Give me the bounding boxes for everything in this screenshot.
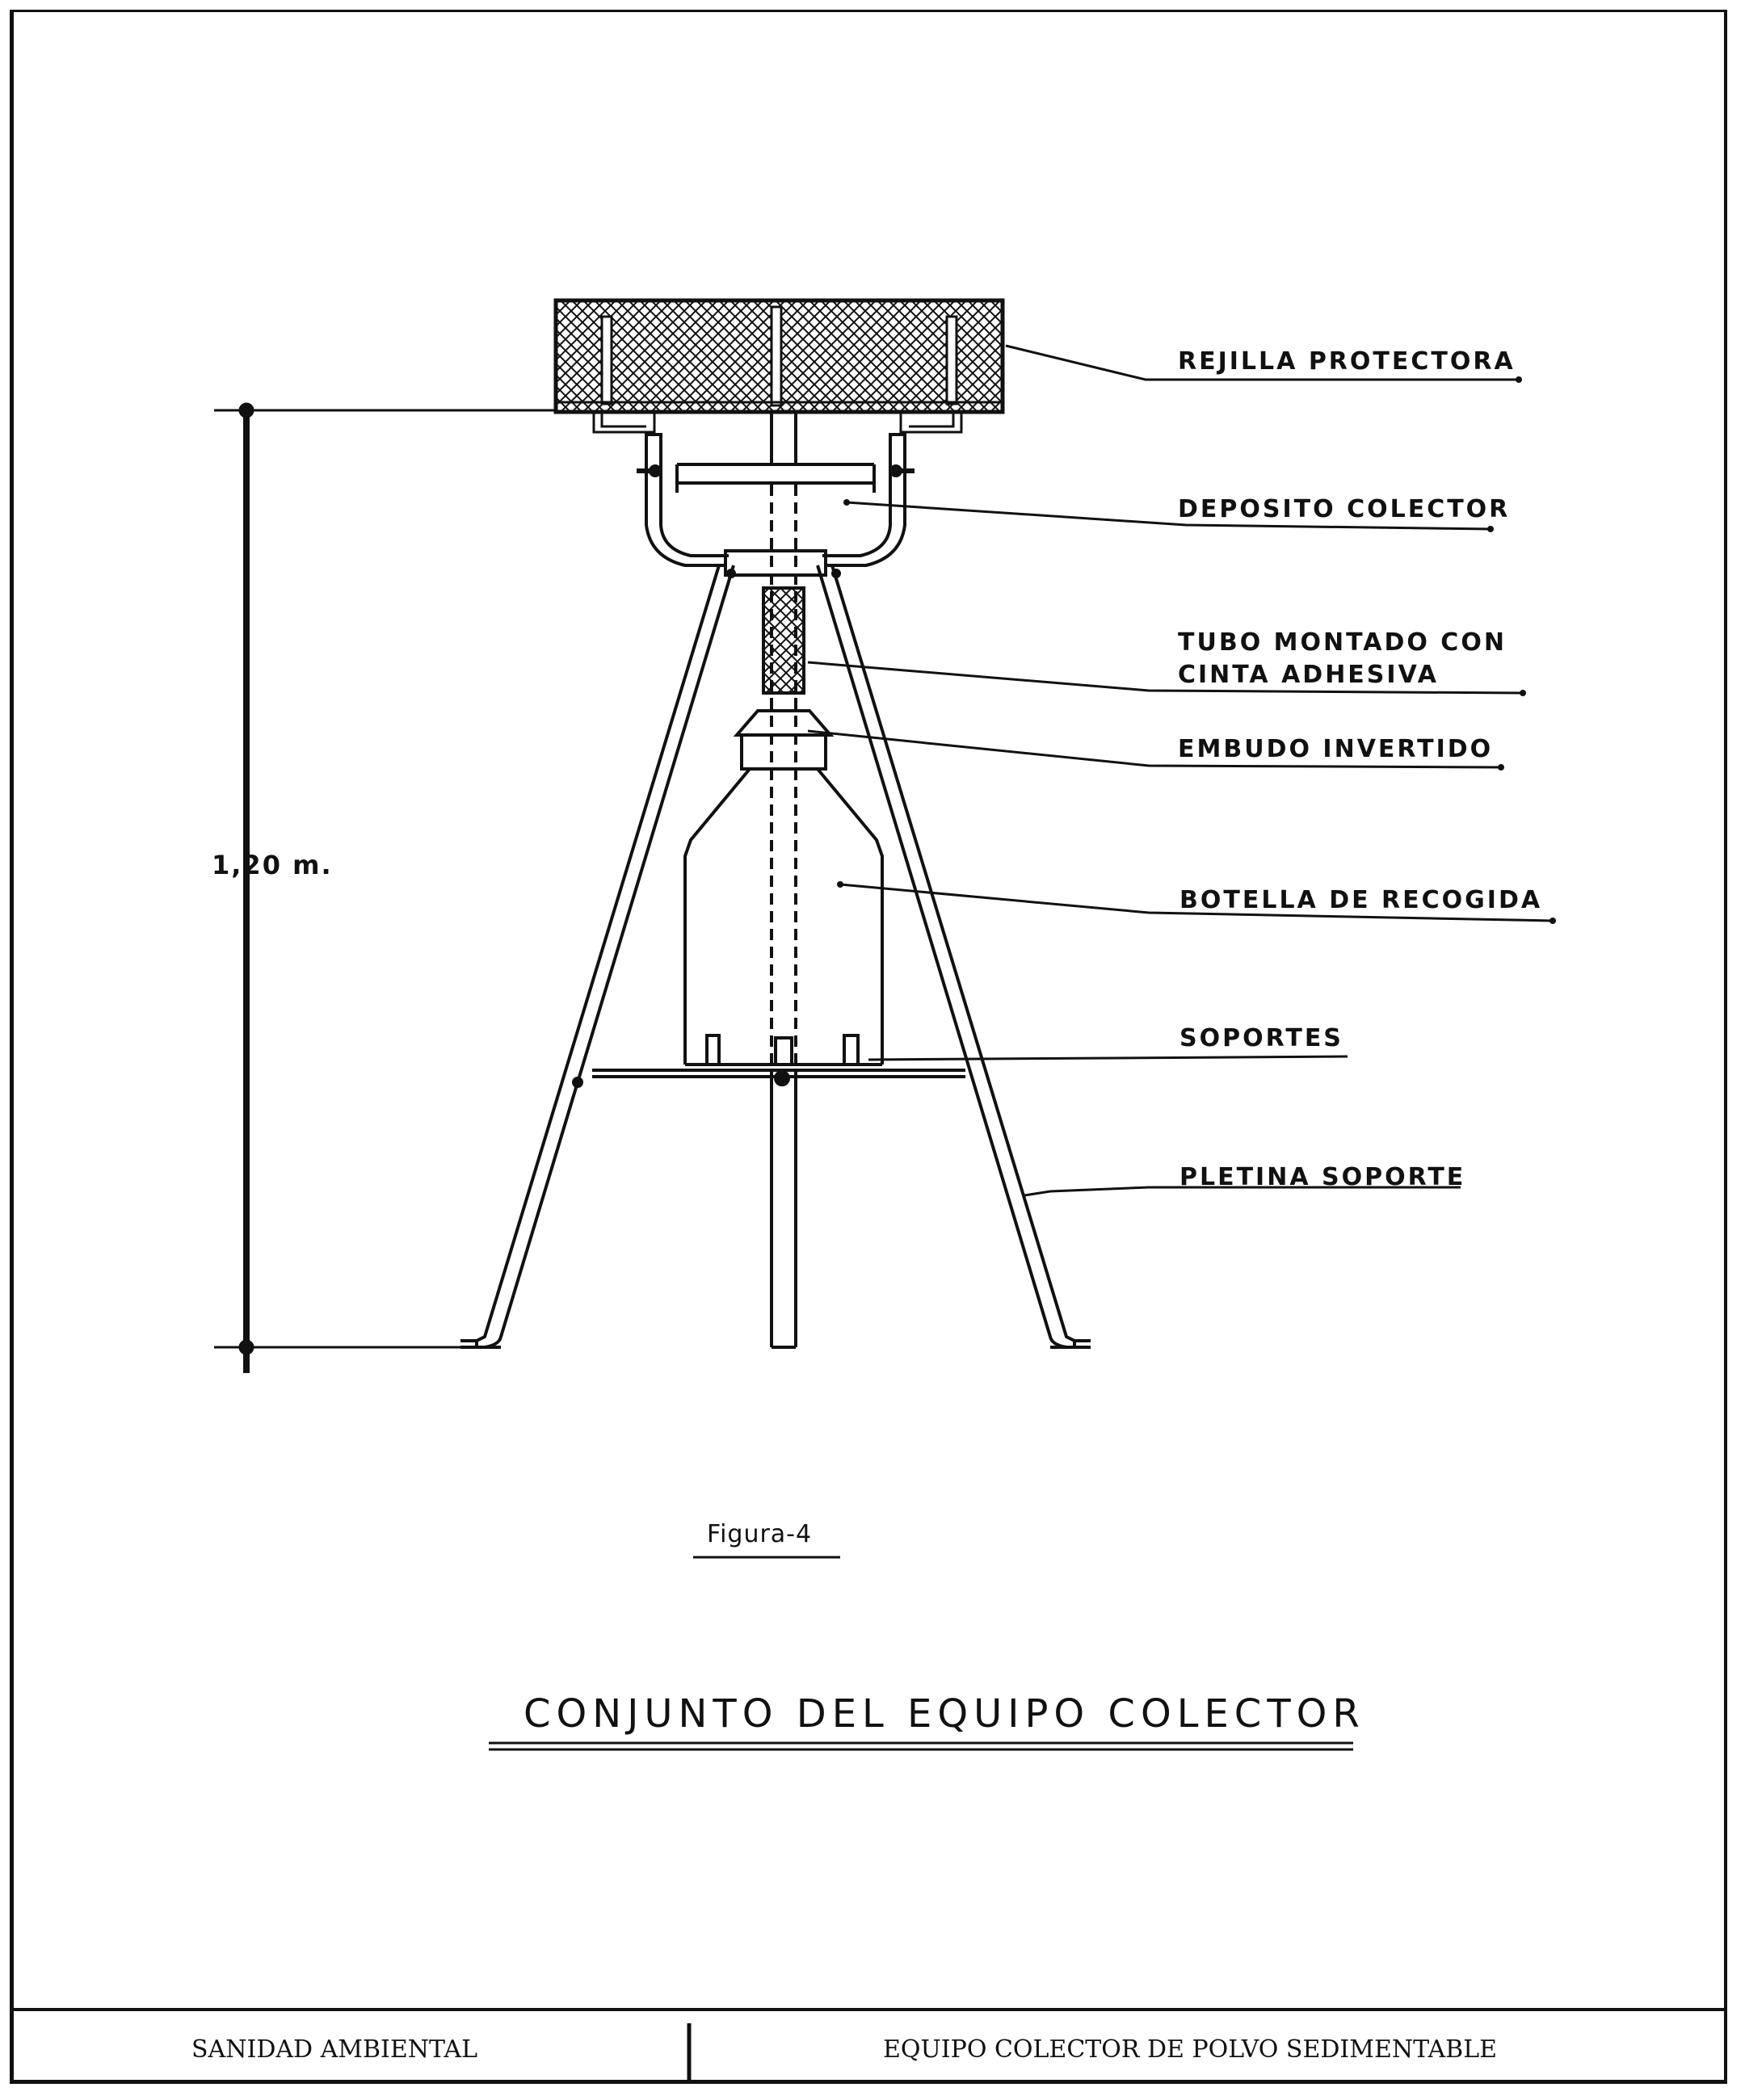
label-pletina-soporte: PLETINA SOPORTE: [1179, 1163, 1466, 1191]
label-tubo-line2: CINTA ADHESIVA: [1178, 661, 1439, 689]
label-soportes: SOPORTES: [1179, 1024, 1343, 1052]
lower-post: [772, 1082, 796, 1347]
label-botella-de-recogida: BOTELLA DE RECOGIDA: [1179, 886, 1543, 914]
protective-grid: [556, 300, 1003, 412]
figure-label: Figura-4: [707, 1520, 813, 1548]
drawing-title: CONJUNTO DEL EQUIPO COLECTOR: [524, 1691, 1365, 1737]
central-column-upper: [772, 414, 796, 464]
grid-brackets: [594, 412, 961, 432]
footer-right-text: EQUIPO COLECTOR DE POLVO SEDIMENTABLE: [883, 2035, 1498, 2064]
height-dimension-label: 1,20 m.: [212, 850, 333, 880]
inverted-funnel: [737, 711, 830, 769]
label-embudo-invertido: EMBUDO INVERTIDO: [1178, 735, 1494, 763]
footer-left-text: SANIDAD AMBIENTAL: [191, 2035, 478, 2064]
leader-lines: [808, 346, 1553, 1195]
label-rejilla-protectora: REJILLA PROTECTORA: [1178, 347, 1516, 376]
adhesive-tube: [763, 575, 804, 693]
height-dimension: [214, 403, 556, 1373]
collection-bottle: [685, 769, 882, 1065]
label-deposito-colector: DEPOSITO COLECTOR: [1178, 495, 1511, 523]
support-plate: [592, 1070, 965, 1085]
label-tubo-line1: TUBO MONTADO CON: [1178, 628, 1507, 657]
